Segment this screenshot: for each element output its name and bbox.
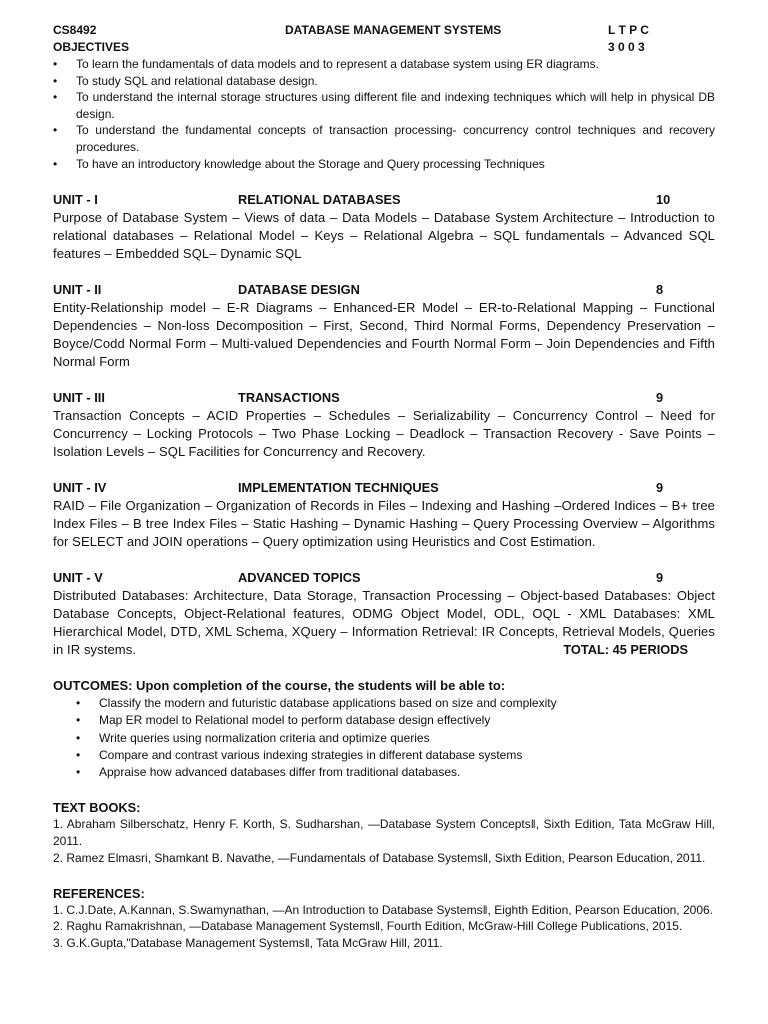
unit-2-content: Entity-Relationship model – E-R Diagrams – Enhanced-ER Model – ER-to-Relational Mapping – Functional Dependencies – Non-loss Decomposition – First, Second, Third Normal Forms, Dependency Preservation – Boyce/Codd Normal Form – Multi-valued Dependencies and Fourth Normal Form – Join Dependencies and Fifth Normal Form (53, 300, 715, 370)
total-periods: TOTAL: 45 PERIODS (563, 642, 688, 658)
outcome-item: • Appraise how advanced databases differ from traditional databases. (53, 764, 715, 781)
unit-title: IMPLEMENTATION TECHNIQUES (238, 480, 439, 496)
unit-hours: 8 (656, 282, 664, 298)
unit-2-header (53, 281, 715, 299)
unit-label: UNIT - III (53, 390, 105, 406)
outcomes-list (53, 695, 715, 781)
unit-3-header (53, 389, 715, 407)
objective-item: • To study SQL and relational database design. (53, 73, 715, 90)
unit-hours: 9 (656, 480, 664, 496)
outcome-item: • Classify the modern and futuristic database applications based on size and complexity (53, 695, 715, 712)
unit-title: ADVANCED TOPICS (238, 570, 361, 586)
ltpc-values: 3 0 0 3 (608, 40, 645, 54)
outcomes-heading: OUTCOMES: Upon completion of the course, the students will be able to: (53, 678, 506, 694)
ltpc-label: L T P C (608, 23, 649, 37)
reference-entry: 1. C.J.Date, A.Kannan, S.Swamynathan, ―An Introduction to Database Systems‖, Eighth Edition, Pearson Education, 2006. (53, 902, 714, 917)
unit-label: UNIT - I (53, 192, 98, 208)
unit-5-header (53, 569, 715, 587)
unit-3-content: Transaction Concepts – ACID Properties – Schedules – Serializability – Concurrency Control – Need for Concurrency – Locking Protocols – Two Phase Locking – Deadlock – Transaction Recovery - Save Points – Isolation Levels – SQL Facilities for Concurrency and Recovery. (53, 408, 715, 460)
textbook-entry: 2. Ramez Elmasri, Shamkant B. Navathe, ―Fundamentals of Database Systems‖, Sixth Edition, Pearson Education, 2011. (53, 850, 706, 865)
course-title: DATABASE MANAGEMENT SYSTEMS (285, 23, 502, 37)
unit-1-header (53, 191, 715, 209)
unit-label: UNIT - V (53, 570, 103, 586)
objectives-header-row (53, 39, 715, 56)
outcome-item: • Write queries using normalization criteria and optimize queries (53, 730, 715, 747)
reference-entry: 2. Raghu Ramakrishnan, ―Database Management Systems‖, Fourth Edition, McGraw-Hill College Publications, 2015. (53, 919, 683, 934)
unit-title: TRANSACTIONS (238, 390, 340, 406)
unit-title: DATABASE DESIGN (238, 282, 360, 298)
syllabus-page (53, 22, 715, 952)
textbooks-heading: TEXT BOOKS: (53, 800, 141, 816)
textbook-entry: 1. Abraham Silberschatz, Henry F. Korth, S. Sudharshan, ―Database System Concepts‖, Sixth Edition, Tata McGraw Hill, 2011. (53, 817, 715, 848)
objectives-heading: OBJECTIVES (53, 40, 130, 54)
course-header-row (53, 22, 715, 39)
objective-item: • To have an introductory knowledge about the Storage and Query processing Techniques (53, 156, 715, 173)
unit-hours: 9 (656, 390, 664, 406)
course-code: CS8492 (53, 23, 97, 37)
objective-item: • To understand the internal storage structures using different file and indexing techniques which will help in physical DB design. (53, 89, 715, 122)
unit-5-block (53, 587, 715, 659)
outcome-item: • Map ER model to Relational model to perform database design effectively (53, 712, 715, 729)
unit-1-content: Purpose of Database System – Views of data – Data Models – Database System Architecture – Introduction to relational databases – Relational Model – Keys – Relational Algebra – SQL fundamentals – Advanced SQL features – Embedded SQL– Dynamic SQL (53, 210, 715, 262)
unit-label: UNIT - II (53, 282, 102, 298)
references-heading: REFERENCES: (53, 885, 145, 901)
outcome-item: • Compare and contrast various indexing strategies in different database systems (53, 747, 715, 764)
objectives-list (53, 56, 715, 172)
unit-hours: 10 (656, 192, 671, 208)
unit-label: UNIT - IV (53, 480, 107, 496)
unit-hours: 9 (656, 570, 664, 586)
unit-5-content: Distributed Databases: Architecture, Data Storage, Transaction Processing – Object-based Databases: Object Database Concepts, Object-Relational features, ODMG Object Model, ODL, OQL - XML Databases: XML Hierarchical Model, DTD, XML Schema, XQuery – Information Retrieval: IR Concepts, Retrieval Models, Queries in IR systems. (53, 588, 715, 658)
unit-title: RELATIONAL DATABASES (238, 192, 401, 208)
objective-item: • To understand the fundamental concepts of transaction processing- concurrency control techniques and recovery procedures. (53, 122, 715, 155)
reference-entry: 3. G.K.Gupta,"Database Management Systems‖, Tata McGraw Hill, 2011. (53, 936, 443, 951)
unit-4-content: RAID – File Organization – Organization of Records in Files – Indexing and Hashing –Ordered Indices – B+ tree Index Files – B tree Index Files – Static Hashing – Dynamic Hashing – Query Processing Overview – Algorithms for SELECT and JOIN operations – Query optimization using Heuristics and Cost Estimation. (53, 498, 715, 550)
objective-item: • To learn the fundamentals of data models and to represent a database system using ER diagrams. (53, 56, 715, 73)
unit-4-header (53, 479, 715, 497)
